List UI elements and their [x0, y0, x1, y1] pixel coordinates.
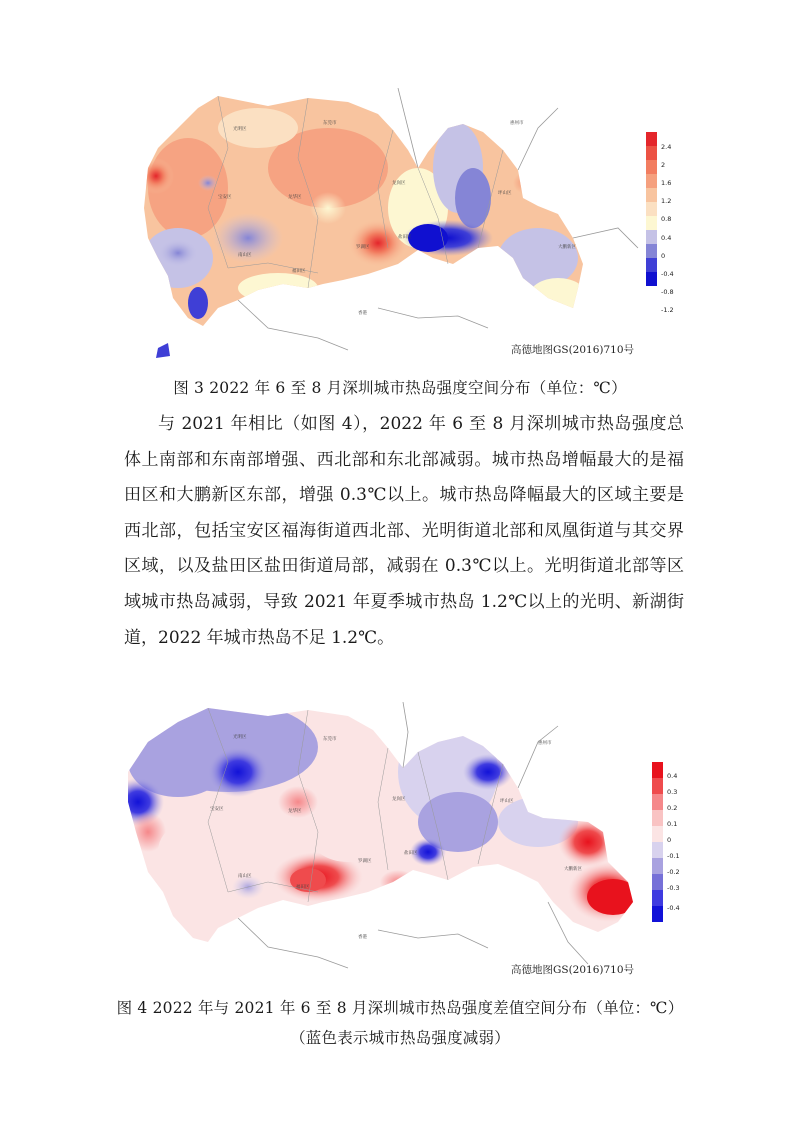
figure4-legend-bar: [652, 762, 663, 922]
legend-tick: 0: [667, 836, 672, 844]
figure4-caption: 图 4 2022 年与 2021 年 6 至 8 月深圳城市热岛强度差值空间分布（单位：℃）: [116, 999, 684, 1017]
svg-text:盐田区: 盐田区: [404, 851, 418, 856]
legend-tick: 2: [661, 161, 666, 169]
legend-swatch: [652, 794, 663, 810]
svg-text:大鹏新区: 大鹏新区: [558, 245, 576, 250]
legend-swatch: [646, 160, 657, 174]
legend-swatch: [652, 778, 663, 794]
legend-swatch: [652, 826, 663, 842]
legend-swatch: [652, 890, 663, 906]
svg-text:光明区: 光明区: [233, 127, 247, 132]
legend-tick: 2.4: [661, 143, 672, 151]
svg-text:大鹏新区: 大鹏新区: [564, 867, 582, 872]
legend-tick: -1.2: [661, 306, 674, 314]
legend-tick: -0.2: [667, 868, 680, 876]
svg-text:香港: 香港: [358, 935, 367, 940]
legend-tick: 0.4: [661, 234, 672, 242]
legend-swatch: [652, 810, 663, 826]
legend-tick: 0.3: [667, 788, 678, 796]
legend-tick: 1.6: [661, 179, 672, 187]
legend-swatch: [652, 842, 663, 858]
legend-tick: -0.8: [661, 288, 674, 296]
svg-text:罗湖区: 罗湖区: [358, 859, 372, 864]
svg-text:光明区: 光明区: [233, 735, 247, 740]
svg-text:坪山区: 坪山区: [498, 191, 512, 196]
svg-text:惠州市: 惠州市: [510, 121, 524, 126]
legend-swatch: [646, 174, 657, 188]
legend-swatch: [652, 874, 663, 890]
legend-swatch: [646, 216, 657, 230]
legend-swatch: [652, 906, 663, 922]
legend-tick: 1.2: [661, 197, 672, 205]
svg-text:南山区: 南山区: [238, 874, 252, 879]
legend-swatch: [646, 202, 657, 216]
figure3-map-credit: 高德地图GS(2016)710号: [511, 344, 635, 356]
svg-text:福田区: 福田区: [296, 885, 310, 890]
svg-text:盐田区: 盐田区: [398, 235, 412, 240]
svg-text:宝安区: 宝安区: [210, 807, 224, 812]
figure3-heatmap: [118, 88, 678, 362]
figure3-map: [118, 88, 678, 362]
svg-text:香港: 香港: [358, 311, 367, 316]
svg-text:福田区: 福田区: [292, 269, 306, 274]
legend-swatch: [646, 188, 657, 202]
legend-tick: 0: [661, 252, 666, 260]
legend-swatch: [646, 230, 657, 244]
legend-swatch: [646, 132, 657, 146]
legend-tick: -0.3: [667, 884, 680, 892]
legend-swatch: [646, 244, 657, 258]
legend-tick: -0.4: [661, 270, 674, 278]
legend-tick: 0.1: [667, 820, 678, 828]
figure3-caption: 图 3 2022 年 6 至 8 月深圳城市热岛强度空间分布（单位：℃）: [173, 379, 627, 397]
svg-text:龙岗区: 龙岗区: [392, 181, 406, 186]
svg-text:南山区: 南山区: [238, 253, 252, 258]
legend-tick: 0.2: [667, 804, 678, 812]
svg-text:东莞市: 东莞市: [323, 737, 337, 742]
body-paragraph-block: [124, 407, 684, 656]
figure4-map: [118, 702, 678, 978]
figure4-heatmap: [118, 702, 678, 978]
svg-text:龙岗区: 龙岗区: [392, 797, 406, 802]
legend-tick: -0.4: [667, 904, 680, 912]
svg-text:坪山区: 坪山区: [500, 799, 514, 804]
svg-text:东莞市: 东莞市: [323, 121, 337, 126]
legend-swatch: [646, 146, 657, 160]
legend-swatch: [646, 272, 657, 286]
body-paragraph: 与 2021 年相比（如图 4），2022 年 6 至 8 月深圳城市热岛强度总体上南部和东南部增强、西北部和东北部减弱。城市热岛增幅最大的是福田区和大鹏新区东部，增强 0.3℃以上。城市热岛降幅最大的区域主要是西北部，包括宝安区福海街道西北部、光明街道北部和凤凰街道与其交界区域，以及盐田区盐田街道局部，减弱在 0.3℃以上。光明街道北部等区域城市热岛减弱，导致 2021 年夏季城市热岛 1.2℃以上的光明、新湖街道，2022 年城市热岛不足 1.2℃。: [124, 414, 684, 648]
legend-tick: 0.4: [667, 772, 678, 780]
svg-text:惠州市: 惠州市: [538, 741, 552, 746]
legend-tick: -0.1: [667, 852, 680, 860]
figure3-legend-bar: [646, 132, 657, 286]
figure4-map-credit: 高德地图GS(2016)710号: [511, 964, 635, 976]
legend-swatch: [646, 258, 657, 272]
figure4-subcaption: （蓝色表示城市热岛强度减弱）: [290, 1029, 510, 1047]
svg-text:龙华区: 龙华区: [288, 809, 302, 814]
legend-tick: 0.8: [661, 215, 672, 223]
svg-text:龙华区: 龙华区: [288, 195, 302, 200]
svg-text:罗湖区: 罗湖区: [356, 245, 370, 250]
legend-swatch: [652, 762, 663, 778]
legend-swatch: [652, 858, 663, 874]
svg-text:宝安区: 宝安区: [218, 195, 232, 200]
